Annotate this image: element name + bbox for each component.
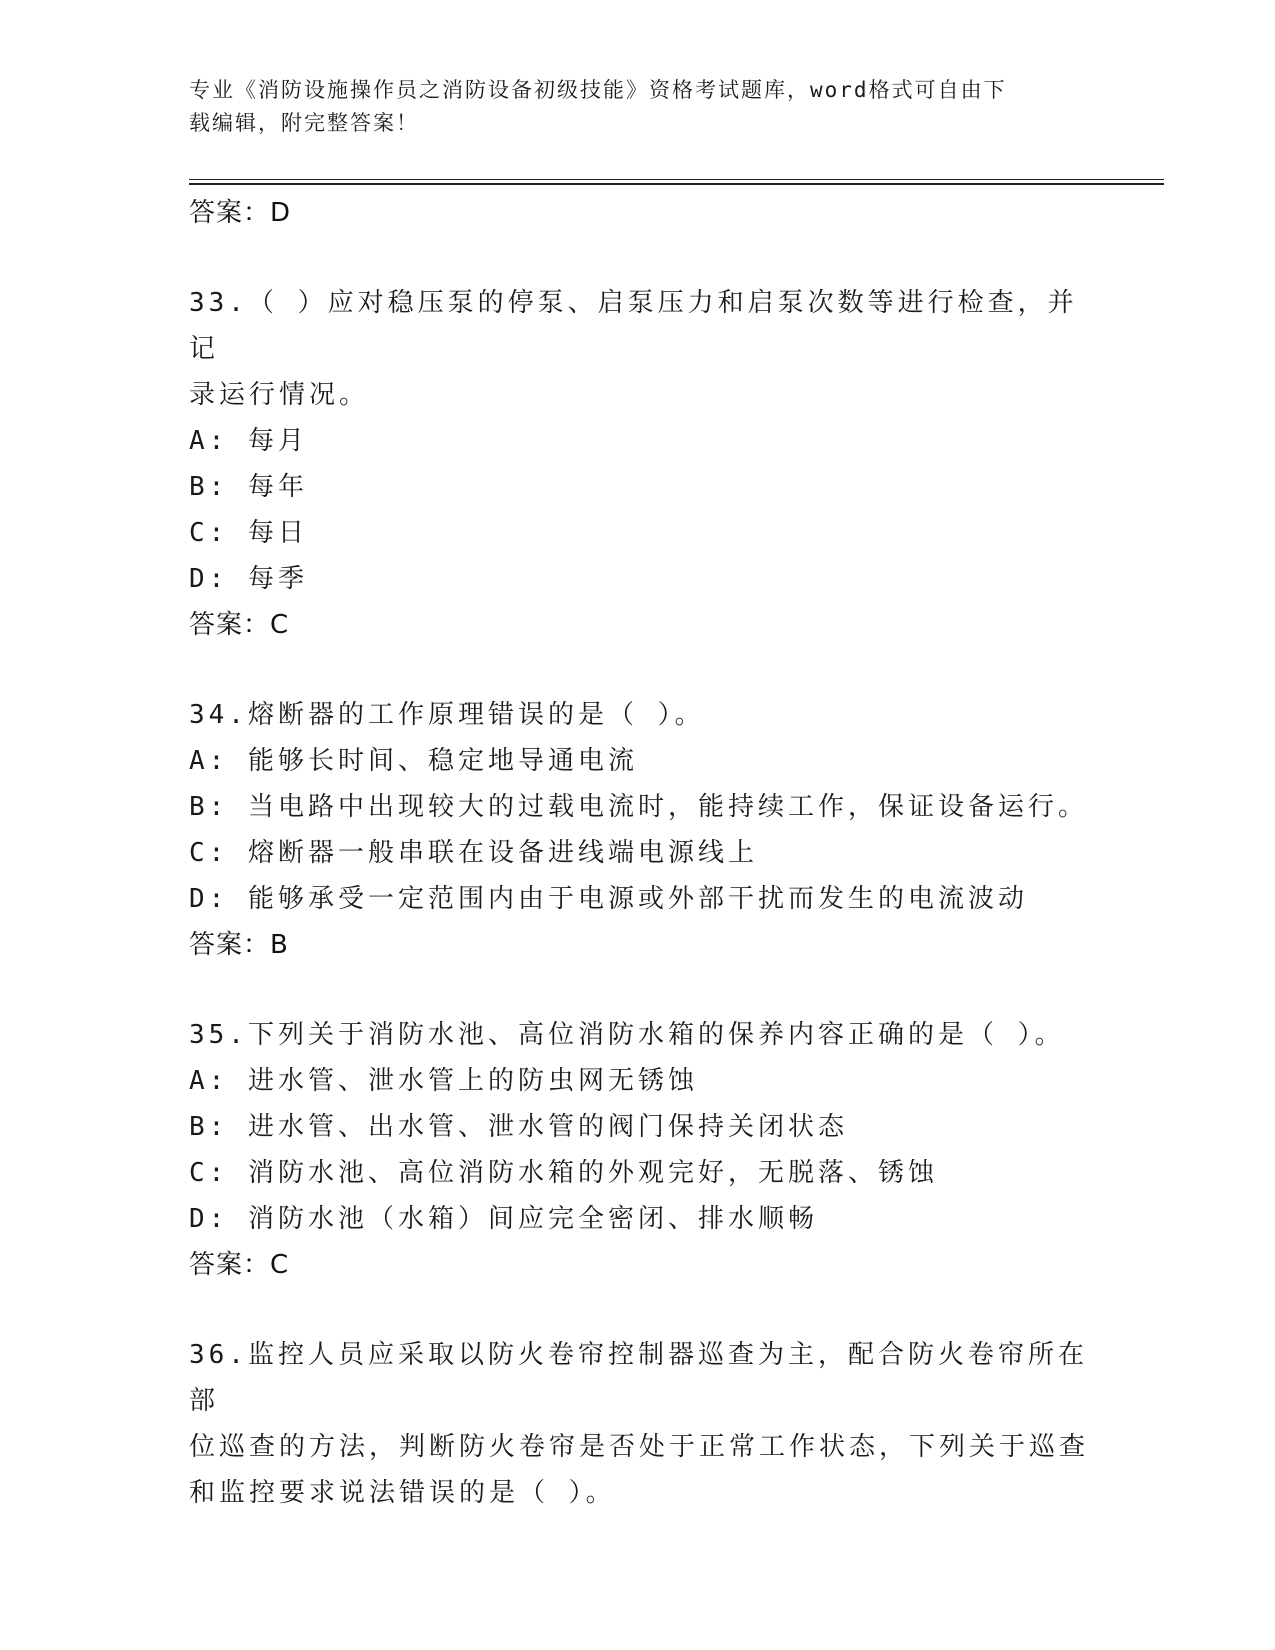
option-d: D: 每季: [189, 564, 308, 594]
option-b: B: 当电路中出现较大的过载电流时，能持续工作，保证设备运行。: [189, 792, 1088, 822]
header-divider-thick: [189, 183, 1164, 185]
answer-line: 答案：C: [189, 610, 290, 640]
option-b: B: 每年: [189, 472, 308, 502]
question-stem: [189, 1012, 1089, 1058]
option-d: D: 能够承受一定范围内由于电源或外部干扰而发生的电流波动: [189, 884, 1028, 914]
answer-line: 答案：C: [189, 1250, 290, 1280]
stem-line: 34.熔断器的工作原理错误的是（ ）。: [189, 700, 705, 730]
option-c: C: 每日: [189, 518, 308, 548]
question-36: [189, 1332, 1089, 1516]
option-a: A: 进水管、泄水管上的防虫网无锈蚀: [189, 1066, 698, 1096]
stem-line: 和监控要求说法错误的是（ ）。: [189, 1478, 616, 1508]
question-stem: [189, 280, 1089, 418]
option-a: A: 每月: [189, 426, 308, 456]
page-header: [189, 74, 1069, 140]
stem-line: 36.监控人员应采取以防火卷帘控制器巡查为主，配合防火卷帘所在部: [189, 1340, 1088, 1416]
option-b: B: 进水管、出水管、泄水管的阀门保持关闭状态: [189, 1112, 848, 1142]
stem-line: 33.（ ）应对稳压泵的停泵、启泵压力和启泵次数等进行检查，并记: [189, 288, 1078, 364]
question-33: [189, 280, 1089, 648]
question-34: [189, 692, 1089, 968]
option-a: A: 能够长时间、稳定地导通电流: [189, 746, 638, 776]
stem-line: 录运行情况。: [189, 380, 370, 410]
header-divider-thin: [189, 179, 1164, 180]
question-stem: [189, 1332, 1089, 1516]
option-c: C: 熔断器一般串联在设备进线端电源线上: [189, 838, 758, 868]
question-stem: [189, 692, 1089, 738]
header-line-2: 载编辑，附完整答案！: [189, 111, 419, 135]
option-c: C: 消防水池、高位消防水箱的外观完好，无脱落、锈蚀: [189, 1158, 938, 1188]
answer-line: 答案：B: [189, 930, 289, 960]
answer-line: 答案：D: [189, 198, 292, 228]
stem-line: 35.下列关于消防水池、高位消防水箱的保养内容正确的是（ ）。: [189, 1020, 1065, 1050]
option-d: D: 消防水池（水箱）间应完全密闭、排水顺畅: [189, 1204, 818, 1234]
header-line-1: 专业《消防设施操作员之消防设备初级技能》资格考试题库，word格式可自由下: [189, 78, 1007, 102]
question-content: [189, 190, 1089, 1516]
question-35: [189, 1012, 1089, 1288]
stem-line: 位巡查的方法，判断防火卷帘是否处于正常工作状态，下列关于巡查: [189, 1432, 1090, 1462]
